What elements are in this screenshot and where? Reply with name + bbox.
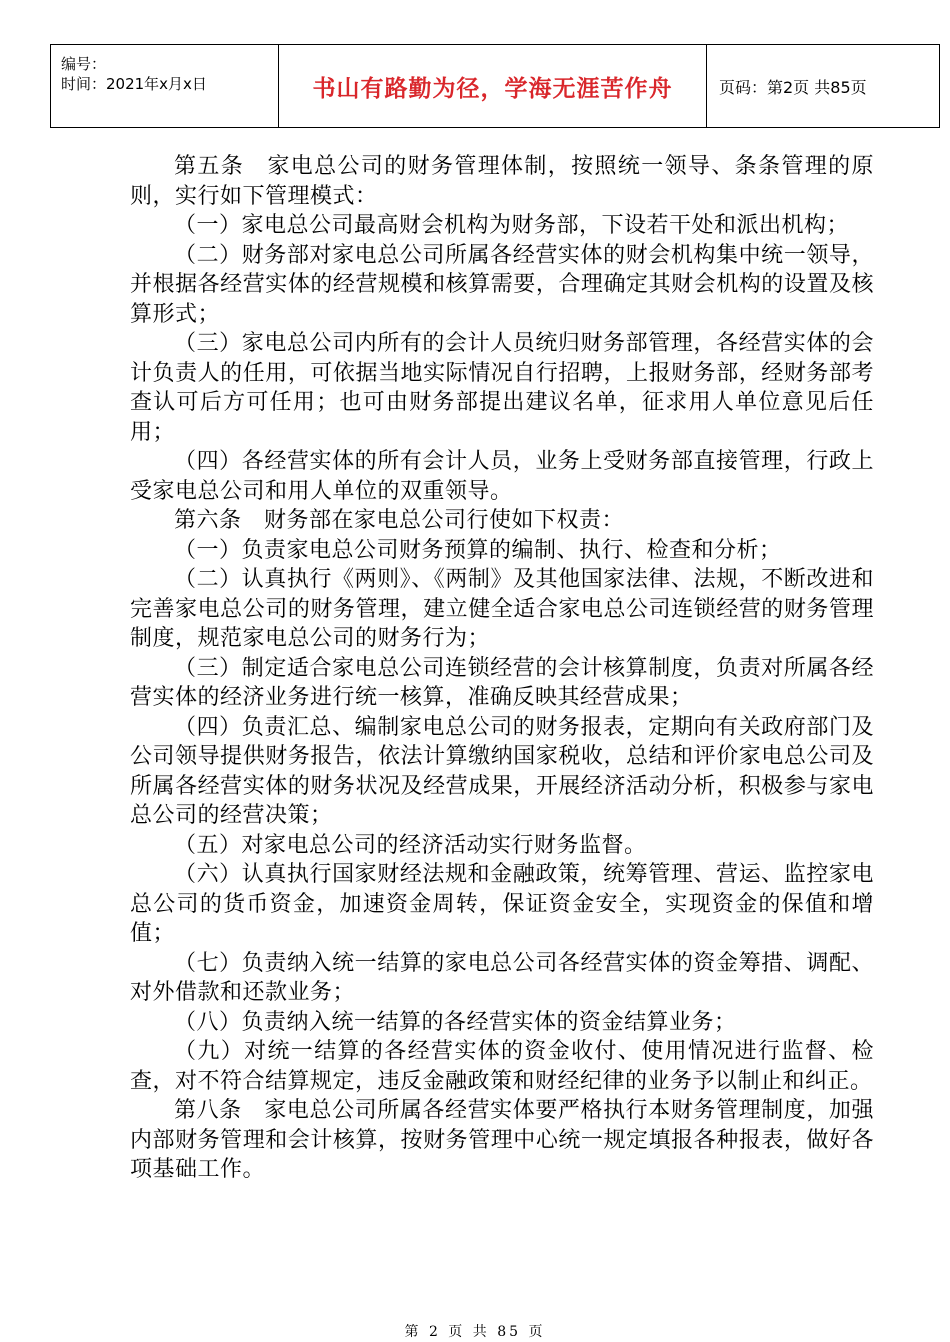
article-6: 第六条 财务部在家电总公司行使如下权责： — [174, 508, 625, 533]
article-6-item-7: （七）负责纳入统一结算的家电总公司各经营实体的资金筹措、调配、对外借款和还款业务； — [130, 950, 874, 1005]
document-date: 时间：2021年x月x日 — [61, 75, 207, 93]
article-6-item-6: （六）认真执行国家财经法规和金融政策，统筹管理、营运、监控家电总公司的货币资金，加速资金周转，保证资金安全，实现资金的保值和增值； — [130, 862, 874, 946]
article-5: 第五条 家电总公司的财务管理体制，按照统一领导、条条管理的原则，实行如下管理模式： — [130, 154, 874, 209]
article-5-item-3: （三）家电总公司内所有的会计人员统归财务部管理，各经营实体的会计负责人的任用，可依据当地实际情况自行招聘，上报财务部，经财务部考查认可后方可任用；也可由财务部提出建议名单，征求用人单位意见后任用； — [130, 331, 874, 445]
article-6-item-8: （八）负责纳入统一结算的各经营实体的资金结算业务； — [174, 1009, 737, 1035]
article-6-item-2: （二）认真执行《两则》、《两制》及其他国家法律、法规，不断改进和完善家电总公司的财务管理，建立健全适合家电总公司连锁经营的财务管理制度，规范家电总公司的财务行为； — [130, 567, 874, 651]
article-6-item-9: （九）对统一结算的各经营实体的资金收付、使用情况进行监督、检查，对不符合结算规定，违反金融政策和财经纪律的业务予以制止和纠正。 — [130, 1039, 874, 1094]
header-motto: 书山有路勤为径，学海无涯苦作舟 — [279, 45, 707, 127]
page-header — [50, 44, 940, 128]
article-6-item-1: （一）负责家电总公司财务预算的编制、执行、检查和分析； — [174, 537, 782, 563]
article-5-item-1: （一）家电总公司最高财会机构为财务部，下设若干处和派出机构； — [174, 213, 850, 238]
article-6-item-5: （五）对家电总公司的经济活动实行财务监督。 — [174, 832, 647, 858]
article-6-item-4: （四）负责汇总、编制家电总公司的财务报表，定期向有关政府部门及公司领导提供财务报告，依法计算缴纳国家税收，总结和评价家电总公司及所属各经营实体的财务状况及经营成果，开展经济活动分析，积极参与家电总公司的经营决策； — [130, 714, 874, 828]
document-number-label: 编号： — [61, 55, 107, 73]
header-page-info: 页码：第2页 共85页 — [719, 77, 867, 97]
page-footer: 第 2 页 共 85 页 — [404, 1324, 546, 1340]
article-6-item-3: （三）制定适合家电总公司连锁经营的会计核算制度，负责对所属各经营实体的经济业务进行统一核算，准确反映其经营成果； — [130, 655, 874, 710]
article-5-item-4: （四）各经营实体的所有会计人员，业务上受财务部直接管理，行政上受家电总公司和用人单位的双重领导。 — [130, 449, 874, 504]
article-5-item-2: （二）财务部对家电总公司所属各经营实体的财会机构集中统一领导，并根据各经营实体的经营规模和核算需要，合理确定其财会机构的设置及核算形式； — [130, 242, 874, 327]
article-8: 第八条 家电总公司所属各经营实体要严格执行本财务管理制度，加强内部财务管理和会计核算，按财务管理中心统一规定填报各种报表，做好各项基础工作。 — [130, 1098, 874, 1182]
header-meta — [51, 45, 279, 127]
document-body — [130, 152, 874, 1185]
